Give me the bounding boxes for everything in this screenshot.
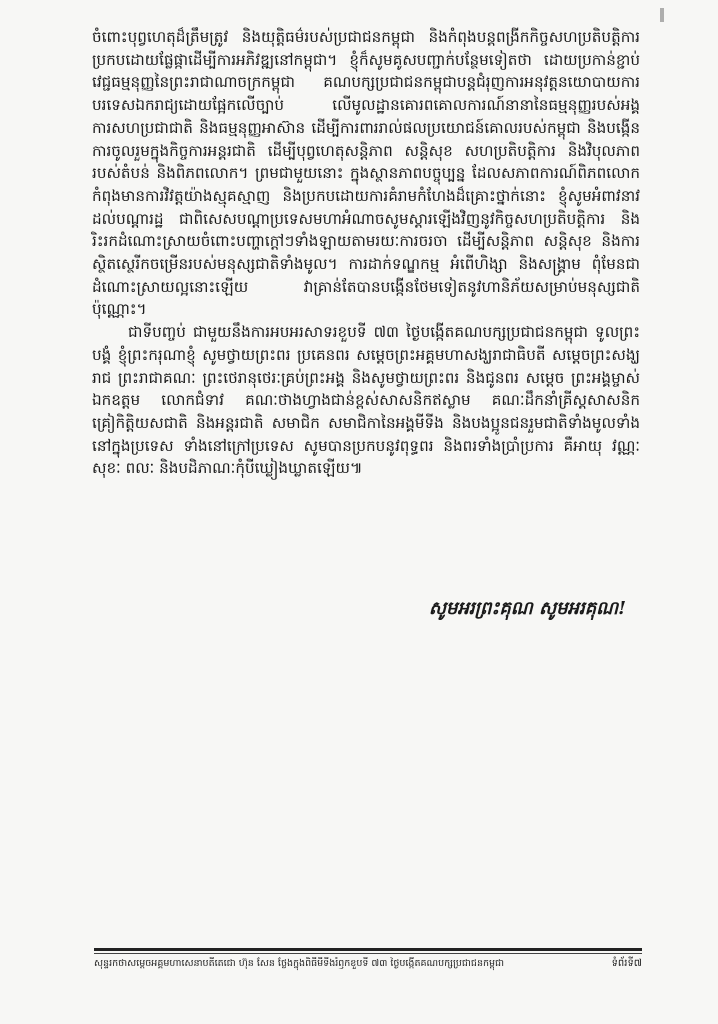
paragraph-2: ជាទីបញ្ចប់ ជាមួយនឹងការអបអរសាទរខួបទី ៧៣ ថ្ងៃបង្កើតគណបក្សប្រជាជនកម្ពុជា ទូលព្រះបង្គំ ខ្ញុំព្រះករុណាខ្ញុំ សូមថ្វាយព្រះពរ ប្រគេនពរ សម្តេចព្រះអគ្គមហាសង្ឃរាជាធិបតី សម្តេចព្រះសង្ឃរាជ ព្រះរាជាគណៈ ព្រះថេរានុថេរៈគ្រប់ព្រះអង្គ និងសូមថ្វាយព្រះពរ និងជូនពរ សម្តេច ព្រះអង្គម្ចាស់ ឯកឧត្តម លោកជំទាវ គណៈថាងហ្វាងជាន់ខ្ពស់សាសនិកឥស្លាម គណៈដឹកនាំគ្រីស្តសាសនិក គ្រៀកិត្តិយសជាតិ និងអន្តរជាតិ សមាជិក សមាជិកានៃអង្គមីទីង និងបងប្អូនជនរួមជាតិទាំងមូលទាំងនៅក្នុងប្រទេស ទាំងនៅក្រៅប្រទេស សូមបានប្រកបនូវពុទ្ធពរ និងពរទាំងប្រាំប្រការ គឺអាយុ វណ្ណៈ សុខៈ ពលៈ និងបដិភាណៈកុំបីឃ្លៀងឃ្លាតឡើយ៕ xyxy=(92,323,640,478)
paragraph-1: ចំពោះបុព្វហេតុដ៏ត្រឹមត្រូវ និងយុត្តិធម៌របស់ប្រជាជនកម្ពុជា និងកំពុងបន្តពង្រីកកិច្ចសហប្រតិបត្តិការប្រកបដោយផ្លែផ្កាដើម្បីការអភិវឌ្ឍនៅកម្ពុជា។ ខ្ញុំក៏សូមគូសបញ្ជាក់បន្ថែមទៀតថា ដោយប្រកាន់ខ្ជាប់វេជ្ជធម្មនុញ្ញនៃព្រះរាជាណាចក្រកម្ពុជា គណបក្សប្រជាជនកម្ពុជាបន្តជំរុញការអនុវត្តនយោបាយការបរទេសឯករាជ្យដោយផ្អែកលើច្បាប់ លើមូលដ្ឋានគោរពគោលការណ៍នានានៃធម្មនុញ្ញរបស់អង្គការសហប្រជាជាតិ និងធម្មនុញ្ញអាស៊ាន ដើម្បីការពាររាល់ផលប្រយោជន៍គោលរបស់កម្ពុជា និងបង្កើនការចូលរួមក្នុងកិច្ចការអន្តរជាតិ ដើម្បីបុព្វហេតុសន្តិភាព សន្តិសុខ សហប្រតិបត្តិការ និងវិបុលភាពរបស់តំបន់ និងពិភពលោក។ ព្រមជាមួយនោះ ក្នុងស្ថានភាពបច្ចុប្បន្ន ដែលសភាពការណ៍ពិភពលោកកំពុងមានការវិវត្តយ៉ាងស្មុគស្មាញ និងប្រកបដោយការគំរាមកំហែងដ៏គ្រោះថ្នាក់នោះ ខ្ញុំសូមអំពាវនាវដល់បណ្តារដ្ឋ ជាពិសេសបណ្តាប្រទេសមហាអំណាចសូមស្តារឡើងវិញនូវកិច្ចសហប្រតិបត្តិការ និងរិះរកដំណោះស្រាយចំពោះបញ្ហាក្តៅៗទាំងឡាយតាមរយៈការចរចា ដើម្បីសន្តិភាព សន្តិសុខ និងការស្ថិតស្ថេរីកចម្រើនរបស់មនុស្សជាតិទាំងមូល។ ការដាក់ទណ្ឌកម្ម អំពើហិង្សា និងសង្គ្រាម ពុំមែនជាដំណោះស្រាយល្អនោះឡើយ វាគ្រាន់តែបានបង្កើនថែមទៀតនូវហានិភ័យសម្រាប់មនុស្សជាតិប៉ុណ្ណោះ។ xyxy=(92,28,640,319)
scan-mark xyxy=(660,8,664,22)
footer-rule-thick xyxy=(94,948,642,951)
body-text xyxy=(92,26,640,480)
footer-caption: សុន្ទរកថាសម្តេចអគ្គមហាសេនាបតីតេជោ ហ៊ុន សែន ថ្លែងក្នុងពិធីមីទីងរំឭកខួបទី ៧៣ ថ្ងៃបង្កើតគណបក្សប្រជាជនកម្ពុជា xyxy=(94,958,505,969)
closing-thanks: សូមអរព្រះគុណ សូមអរគុណ! xyxy=(428,598,626,619)
page-number: ទំព័រទី៧ xyxy=(611,958,642,969)
footer-rule-thin xyxy=(94,953,642,954)
